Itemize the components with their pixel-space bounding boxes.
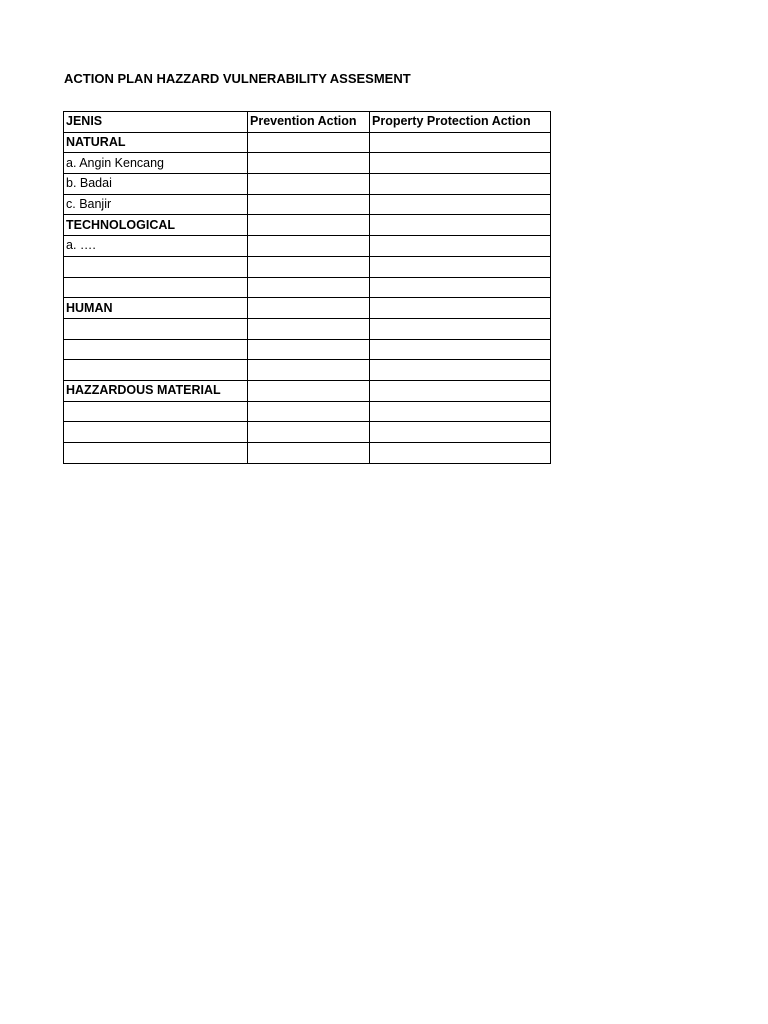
- action-plan-table: [63, 111, 551, 464]
- prevention-action-cell: [248, 215, 370, 236]
- property-protection-action-cell: [370, 443, 551, 464]
- table-row: [64, 174, 551, 195]
- prevention-action-cell: [248, 422, 370, 443]
- table-row: [64, 194, 551, 215]
- property-protection-action-cell: [370, 215, 551, 236]
- table-row: [64, 443, 551, 464]
- property-protection-action-cell: [370, 298, 551, 319]
- prevention-action-cell: [248, 401, 370, 422]
- table-row: [64, 298, 551, 319]
- jenis-cell: a. ….: [64, 236, 248, 257]
- jenis-cell: [64, 360, 248, 381]
- table-row: [64, 339, 551, 360]
- jenis-cell: [64, 339, 248, 360]
- table-row: [64, 153, 551, 174]
- document-title: ACTION PLAN HAZZARD VULNERABILITY ASSESMENT: [64, 71, 411, 86]
- property-protection-action-cell: [370, 401, 551, 422]
- property-protection-action-cell: [370, 132, 551, 153]
- header-jenis: JENIS: [64, 112, 248, 133]
- property-protection-action-cell: [370, 422, 551, 443]
- prevention-action-cell: [248, 380, 370, 401]
- prevention-action-cell: [248, 360, 370, 381]
- prevention-action-cell: [248, 174, 370, 195]
- jenis-cell: c. Banjir: [64, 194, 248, 215]
- prevention-action-cell: [248, 277, 370, 298]
- table-row: [64, 236, 551, 257]
- table-row: [64, 360, 551, 381]
- prevention-action-cell: [248, 318, 370, 339]
- prevention-action-cell: [248, 443, 370, 464]
- prevention-action-cell: [248, 256, 370, 277]
- table-row: [64, 422, 551, 443]
- table-row: [64, 256, 551, 277]
- property-protection-action-cell: [370, 318, 551, 339]
- prevention-action-cell: [248, 132, 370, 153]
- jenis-cell: [64, 256, 248, 277]
- property-protection-action-cell: [370, 153, 551, 174]
- header-property-protection-action: Property Protection Action: [370, 112, 551, 133]
- jenis-cell: [64, 401, 248, 422]
- jenis-cell: [64, 443, 248, 464]
- table-row: [64, 277, 551, 298]
- jenis-cell: HUMAN: [64, 298, 248, 319]
- jenis-cell: b. Badai: [64, 174, 248, 195]
- prevention-action-cell: [248, 153, 370, 174]
- prevention-action-cell: [248, 194, 370, 215]
- table-row: [64, 401, 551, 422]
- table-row: [64, 215, 551, 236]
- property-protection-action-cell: [370, 360, 551, 381]
- property-protection-action-cell: [370, 256, 551, 277]
- table-row: [64, 380, 551, 401]
- table-header-row: [64, 112, 551, 133]
- property-protection-action-cell: [370, 174, 551, 195]
- property-protection-action-cell: [370, 339, 551, 360]
- jenis-cell: a. Angin Kencang: [64, 153, 248, 174]
- table-body: [64, 132, 551, 463]
- property-protection-action-cell: [370, 194, 551, 215]
- property-protection-action-cell: [370, 236, 551, 257]
- jenis-cell: [64, 422, 248, 443]
- jenis-cell: TECHNOLOGICAL: [64, 215, 248, 236]
- prevention-action-cell: [248, 339, 370, 360]
- prevention-action-cell: [248, 236, 370, 257]
- property-protection-action-cell: [370, 277, 551, 298]
- table-row: [64, 132, 551, 153]
- table-row: [64, 318, 551, 339]
- jenis-cell: [64, 318, 248, 339]
- prevention-action-cell: [248, 298, 370, 319]
- jenis-cell: HAZZARDOUS MATERIAL: [64, 380, 248, 401]
- header-prevention-action: Prevention Action: [248, 112, 370, 133]
- property-protection-action-cell: [370, 380, 551, 401]
- jenis-cell: NATURAL: [64, 132, 248, 153]
- jenis-cell: [64, 277, 248, 298]
